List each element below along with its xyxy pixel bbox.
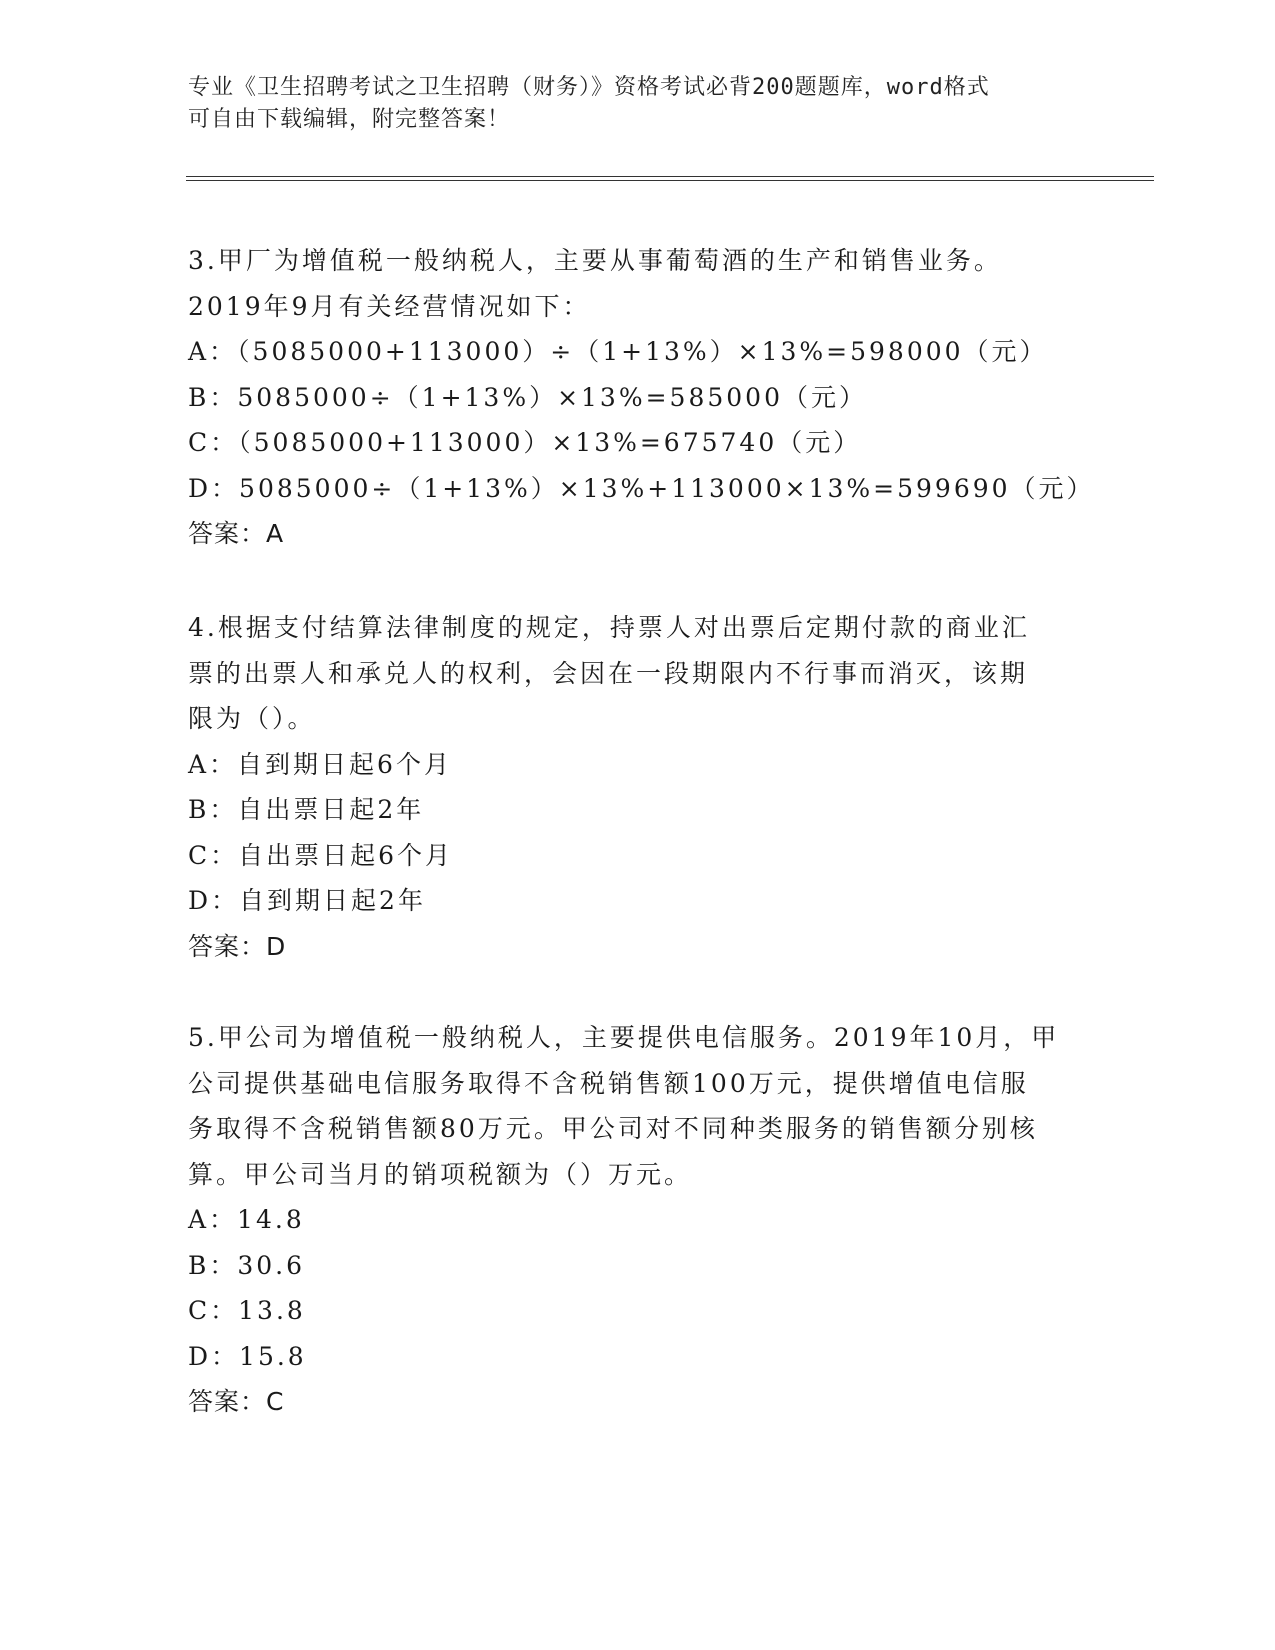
question-stem: 2019年9月有关经营情况如下： (188, 291, 591, 321)
question-4 (188, 605, 1088, 969)
header-divider (186, 176, 1154, 181)
answer-line: 答案：D (188, 931, 287, 961)
option-b: B：自出票日起2年 (188, 795, 425, 824)
option-a: A：自到期日起6个月 (188, 749, 452, 779)
header-line: 专业《卫生招聘考试之卫生招聘（财务）》资格考试必背200题题库，word格式 (188, 75, 990, 100)
document-header (188, 72, 1088, 136)
question-3 (188, 238, 1095, 557)
question-stem: 5.甲公司为增值税一般纳税人，主要提供电信服务。2019年10月，甲 (188, 1023, 1060, 1052)
option-a: A：14.8 (188, 1205, 305, 1234)
question-stem: 票的出票人和承兑人的权利，会因在一段期限内不行事而消灭，该期 (188, 658, 1029, 688)
question-stem: 公司提供基础电信服务取得不含税销售额100万元，提供增值电信服 (188, 1068, 1029, 1098)
option-c: C：13.8 (188, 1296, 306, 1325)
question-stem: 算。甲公司当月的销项税额为（）万元。 (188, 1159, 693, 1189)
question-stem: 3.甲厂为增值税一般纳税人，主要从事葡萄酒的生产和销售业务。 (188, 246, 1002, 275)
option-a: A：（5085000+113000）÷（1+13%）×13%=598000（元） (188, 337, 1048, 366)
option-d: D：自到期日起2年 (188, 886, 426, 915)
answer-line: 答案：A (188, 519, 285, 548)
option-d: D：5085000÷（1+13%）×13%+113000×13%=599690（元） (188, 473, 1095, 503)
option-c: C：（5085000+113000）×13%=675740（元） (188, 428, 862, 457)
question-stem: 务取得不含税销售额80万元。甲公司对不同种类服务的销售额分别核 (188, 1114, 1038, 1143)
question-stem: 4.根据支付结算法律制度的规定，持票人对出票后定期付款的商业汇 (188, 613, 1030, 642)
answer-line: 答案：C (188, 1387, 285, 1416)
option-d: D：15.8 (188, 1341, 307, 1371)
header-line: 可自由下载编辑，附完整答案！ (188, 107, 511, 132)
option-b: B：30.6 (188, 1250, 306, 1280)
question-5 (188, 1015, 1088, 1425)
option-c: C：自出票日起6个月 (188, 840, 454, 870)
option-b: B：5085000÷（1+13%）×13%=585000（元） (188, 382, 867, 412)
question-stem: 限为（）。 (188, 704, 316, 733)
